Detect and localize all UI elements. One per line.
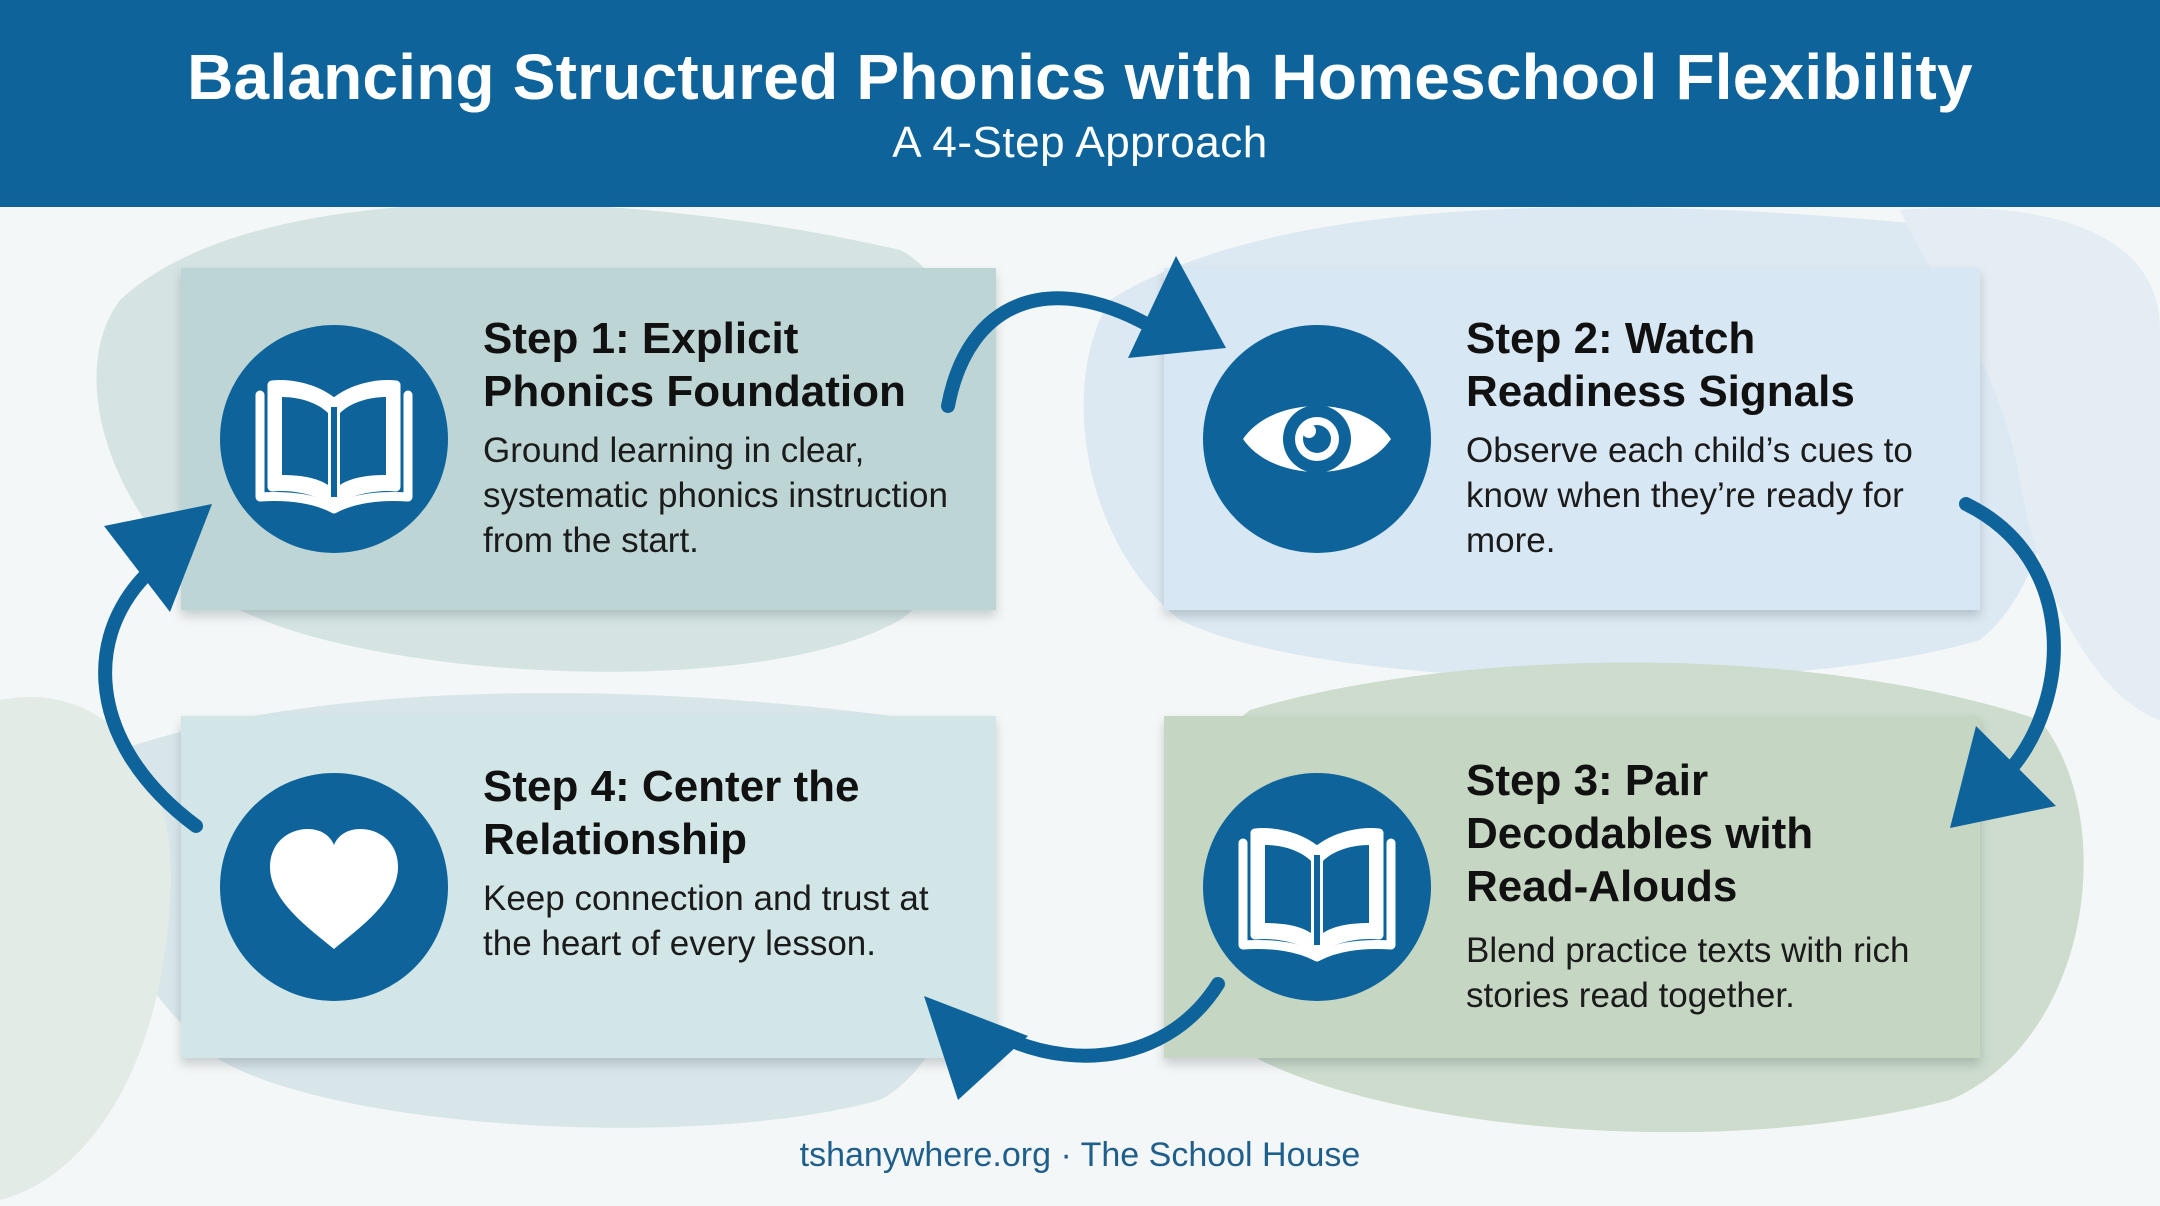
step-1-icon-circle bbox=[220, 325, 448, 553]
open-book-icon bbox=[220, 325, 448, 553]
page-header bbox=[0, 0, 2160, 207]
eye-icon bbox=[1203, 325, 1431, 553]
step-2-icon-circle bbox=[1203, 325, 1431, 553]
heart-icon bbox=[220, 773, 448, 1001]
page-title: Balancing Structured Phonics with Homeschool Flexibility bbox=[187, 41, 1973, 113]
step-4-title: Step 4: Center the Relationship bbox=[483, 762, 860, 864]
step-2-title: Step 2: Watch Readiness Signals bbox=[1466, 314, 1855, 416]
footer-credit: tshanywhere.org · The School House bbox=[799, 1136, 1361, 1174]
step-4-icon-circle bbox=[220, 773, 448, 1001]
step-3-title: Step 3: Pair Decodables with Read-Alouds bbox=[1466, 756, 1814, 911]
step-2-card bbox=[1164, 268, 1980, 610]
step-1-description: Ground learning in clear, systematic phonics instruction from the start. bbox=[483, 431, 948, 560]
step-3-card bbox=[1164, 716, 1980, 1058]
step-4-card bbox=[181, 716, 996, 1058]
step-3-icon-circle bbox=[1203, 773, 1431, 1001]
page-subtitle: A 4-Step Approach bbox=[892, 118, 1268, 167]
step-2-description: Observe each child’s cues to know when they’re ready for more. bbox=[1466, 431, 1913, 560]
step-1-title: Step 1: Explicit Phonics Foundation bbox=[483, 314, 906, 416]
step-3-description: Blend practice texts with rich stories read together. bbox=[1466, 931, 1910, 1015]
step-1-card bbox=[181, 268, 996, 610]
step-4-description: Keep connection and trust at the heart of every lesson. bbox=[483, 879, 929, 963]
open-book-icon bbox=[1203, 773, 1431, 1001]
